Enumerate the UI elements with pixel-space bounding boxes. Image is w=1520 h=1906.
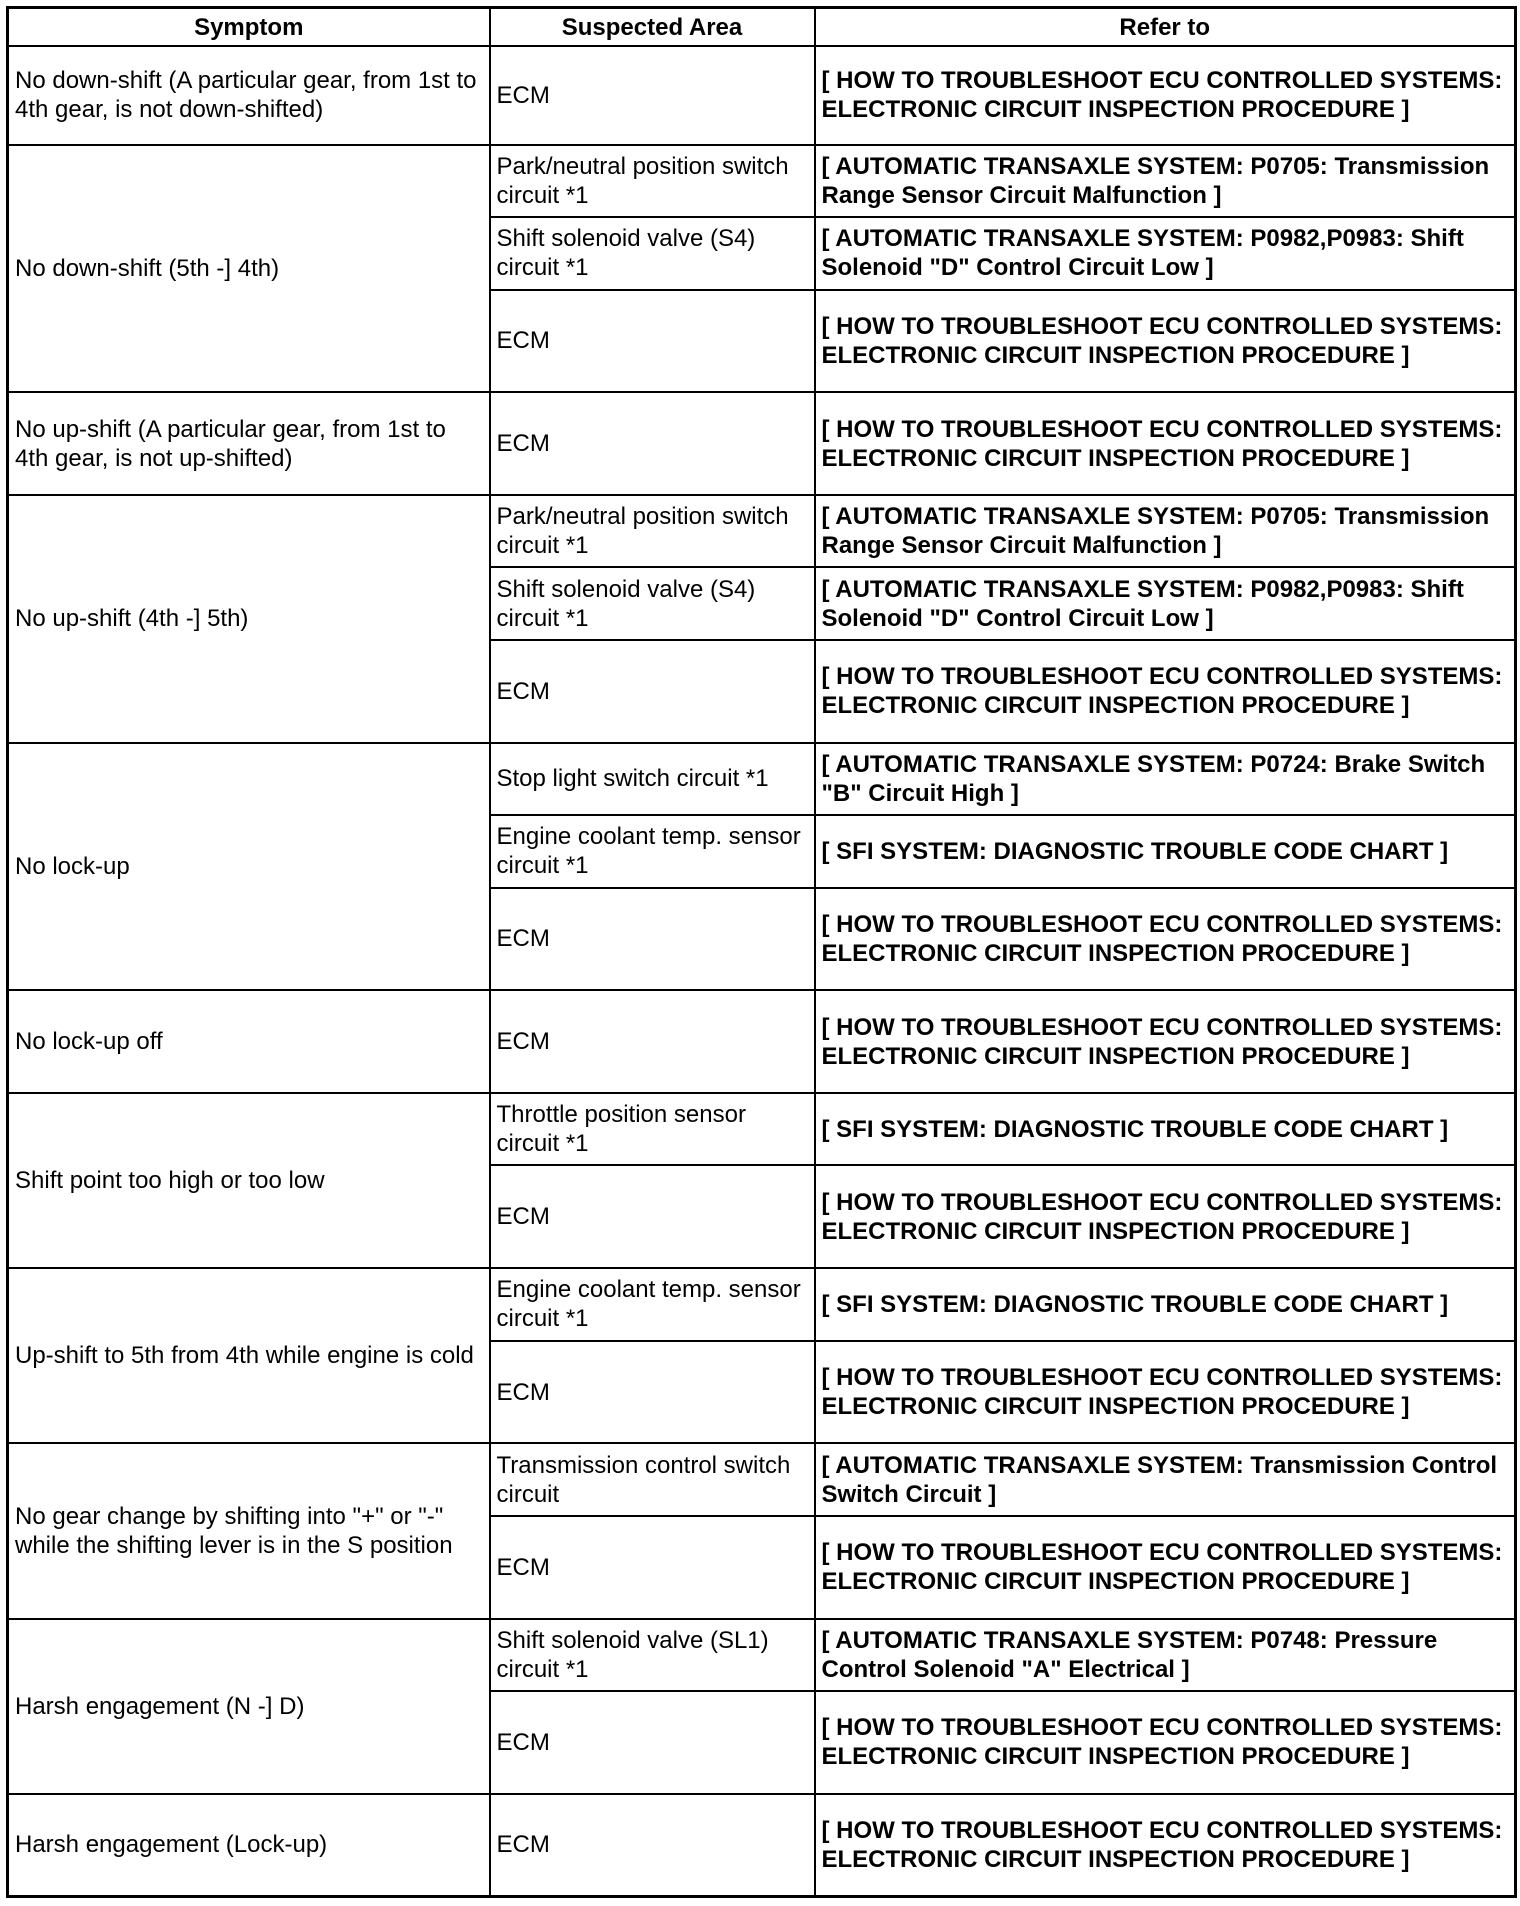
refer-cell: [ HOW TO TROUBLESHOOT ECU CONTROLLED SYSTEMS: ELECTRONIC CIRCUIT INSPECTION PROCEDURE ] (815, 888, 1516, 991)
table-row (8, 145, 1516, 217)
refer-cell: [ HOW TO TROUBLESHOOT ECU CONTROLLED SYSTEMS: ELECTRONIC CIRCUIT INSPECTION PROCEDURE ] (815, 1691, 1516, 1794)
refer-cell: [ AUTOMATIC TRANSAXLE SYSTEM: P0982,P0983: Shift Solenoid "D" Control Circuit Low ] (815, 217, 1516, 289)
header-refer-to: Refer to (815, 8, 1516, 47)
area-cell: Park/neutral position switch circuit *1 (490, 145, 815, 217)
refer-cell: [ HOW TO TROUBLESHOOT ECU CONTROLLED SYSTEMS: ELECTRONIC CIRCUIT INSPECTION PROCEDURE ] (815, 1516, 1516, 1619)
symptom-cell: Harsh engagement (N -] D) (8, 1619, 490, 1794)
table-row (8, 495, 1516, 567)
header-suspected-area: Suspected Area (490, 8, 815, 47)
table-row (8, 1619, 1516, 1691)
refer-cell: [ SFI SYSTEM: DIAGNOSTIC TROUBLE CODE CHART ] (815, 815, 1516, 887)
area-cell: ECM (490, 392, 815, 495)
symptom-cell: Harsh engagement (Lock-up) (8, 1794, 490, 1897)
refer-cell: [ AUTOMATIC TRANSAXLE SYSTEM: P0705: Transmission Range Sensor Circuit Malfunction ] (815, 495, 1516, 567)
table-row (8, 392, 1516, 495)
area-cell: ECM (490, 290, 815, 393)
symptom-cell: No down-shift (5th -] 4th) (8, 145, 490, 393)
refer-cell: [ AUTOMATIC TRANSAXLE SYSTEM: P0705: Transmission Range Sensor Circuit Malfunction ] (815, 145, 1516, 217)
symptom-cell: No lock-up off (8, 990, 490, 1093)
area-cell: Engine coolant temp. sensor circuit *1 (490, 1268, 815, 1340)
area-cell: Transmission control switch circuit (490, 1443, 815, 1515)
area-cell: ECM (490, 1516, 815, 1619)
table-row (8, 1093, 1516, 1165)
table-row (8, 1443, 1516, 1515)
symptom-cell: Shift point too high or too low (8, 1093, 490, 1268)
area-cell: ECM (490, 1691, 815, 1794)
area-cell: Engine coolant temp. sensor circuit *1 (490, 815, 815, 887)
refer-cell: [ AUTOMATIC TRANSAXLE SYSTEM: Transmission Control Switch Circuit ] (815, 1443, 1516, 1515)
header-symptom: Symptom (8, 8, 490, 47)
area-cell: ECM (490, 1341, 815, 1444)
area-cell: Throttle position sensor circuit *1 (490, 1093, 815, 1165)
header-row (8, 8, 1516, 47)
area-cell: Shift solenoid valve (S4) circuit *1 (490, 567, 815, 639)
area-cell: ECM (490, 1165, 815, 1268)
refer-cell: [ SFI SYSTEM: DIAGNOSTIC TROUBLE CODE CHART ] (815, 1268, 1516, 1340)
refer-cell: [ HOW TO TROUBLESHOOT ECU CONTROLLED SYSTEMS: ELECTRONIC CIRCUIT INSPECTION PROCEDURE ] (815, 392, 1516, 495)
symptom-cell: Up-shift to 5th from 4th while engine is cold (8, 1268, 490, 1443)
area-cell: ECM (490, 1794, 815, 1897)
table-row (8, 46, 1516, 145)
area-cell: Shift solenoid valve (SL1) circuit *1 (490, 1619, 815, 1691)
symptom-cell: No lock-up (8, 743, 490, 991)
refer-cell: [ HOW TO TROUBLESHOOT ECU CONTROLLED SYSTEMS: ELECTRONIC CIRCUIT INSPECTION PROCEDURE ] (815, 1341, 1516, 1444)
refer-cell: [ AUTOMATIC TRANSAXLE SYSTEM: P0724: Brake Switch "B" Circuit High ] (815, 743, 1516, 815)
area-cell: ECM (490, 640, 815, 743)
table-row (8, 1794, 1516, 1897)
refer-cell: [ HOW TO TROUBLESHOOT ECU CONTROLLED SYSTEMS: ELECTRONIC CIRCUIT INSPECTION PROCEDURE ] (815, 46, 1516, 145)
symptom-cell: No up-shift (4th -] 5th) (8, 495, 490, 743)
symptom-cell: No down-shift (A particular gear, from 1st to 4th gear, is not down-shifted) (8, 46, 490, 145)
refer-cell: [ HOW TO TROUBLESHOOT ECU CONTROLLED SYSTEMS: ELECTRONIC CIRCUIT INSPECTION PROCEDURE ] (815, 1794, 1516, 1897)
refer-cell: [ HOW TO TROUBLESHOOT ECU CONTROLLED SYSTEMS: ELECTRONIC CIRCUIT INSPECTION PROCEDURE ] (815, 640, 1516, 743)
area-cell: Park/neutral position switch circuit *1 (490, 495, 815, 567)
refer-cell: [ HOW TO TROUBLESHOOT ECU CONTROLLED SYSTEMS: ELECTRONIC CIRCUIT INSPECTION PROCEDURE ] (815, 290, 1516, 393)
refer-cell: [ HOW TO TROUBLESHOOT ECU CONTROLLED SYSTEMS: ELECTRONIC CIRCUIT INSPECTION PROCEDURE ] (815, 1165, 1516, 1268)
refer-cell: [ AUTOMATIC TRANSAXLE SYSTEM: P0748: Pressure Control Solenoid "A" Electrical ] (815, 1619, 1516, 1691)
refer-cell: [ AUTOMATIC TRANSAXLE SYSTEM: P0982,P0983: Shift Solenoid "D" Control Circuit Low ] (815, 567, 1516, 639)
table-row (8, 990, 1516, 1093)
table-row (8, 1268, 1516, 1340)
symptom-table (6, 6, 1517, 1898)
refer-cell: [ HOW TO TROUBLESHOOT ECU CONTROLLED SYSTEMS: ELECTRONIC CIRCUIT INSPECTION PROCEDURE ] (815, 990, 1516, 1093)
area-cell: ECM (490, 888, 815, 991)
refer-cell: [ SFI SYSTEM: DIAGNOSTIC TROUBLE CODE CHART ] (815, 1093, 1516, 1165)
symptom-cell: No gear change by shifting into "+" or "-" while the shifting lever is in the S position (8, 1443, 490, 1618)
area-cell: Shift solenoid valve (S4) circuit *1 (490, 217, 815, 289)
table-row (8, 743, 1516, 815)
area-cell: ECM (490, 46, 815, 145)
area-cell: ECM (490, 990, 815, 1093)
symptom-cell: No up-shift (A particular gear, from 1st to 4th gear, is not up-shifted) (8, 392, 490, 495)
area-cell: Stop light switch circuit *1 (490, 743, 815, 815)
